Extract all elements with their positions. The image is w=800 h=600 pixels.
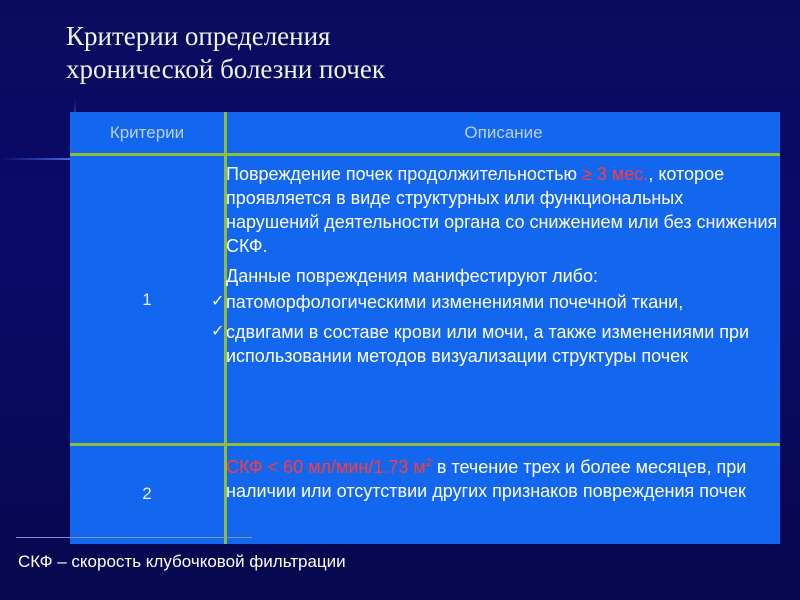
row-1-bullet-1-text: патоморфологическими изменениями почечной ткани, [226,292,684,312]
row-2-number: 2 [142,484,152,503]
row-1-paragraph-1 [226,162,778,258]
grid-line-header [70,153,780,156]
grid-line-row [70,443,780,446]
row-2-description [226,451,778,503]
slide-title [66,20,385,86]
row-1-duration-highlight: ≥ 3 мес. [582,164,649,184]
footnote: СКФ – скорость клубочковой фильтрации [18,552,346,571]
row-1-description [211,162,778,368]
row-2-post: в течение трех и более месяцев, при наличии или отсутствии других признаков повреждения почек [226,457,747,501]
row-1-p1-pre: Повреждение почек продолжительностью [226,164,583,184]
title-line-2: хронической болезни почек [66,54,385,84]
row-1-bullet-2-text: сдвигами в составе крови или мочи, а также изменениями при использовании методов визуализации структуры почек [226,322,750,366]
row-1-number: 1 [142,290,152,309]
row-2-superscript: 2 [425,457,432,469]
check-icon: ✓ [211,293,225,310]
header-criteria: Критерии [109,123,185,142]
row-1-bullet-1 [211,290,778,314]
row-2-gfr-highlight: СКФ < 60 мл/мин/1.73 м [226,457,426,477]
footnote-divider [16,537,252,538]
row-1-p1-post: , которое проявляется в виде структурных или функциональных нарушений деятельности органа со снижением или без снижения СКФ. [226,164,778,256]
row-1-paragraph-2: Данные повреждения манифестируют либо: [226,266,599,286]
criteria-table [70,112,780,544]
row-2-paragraph [226,451,778,503]
check-icon: ✓ [211,323,225,340]
title-line-1: Критерии определения [66,21,331,51]
header-description: Описание [464,123,543,142]
row-1-bullet-2 [211,320,778,368]
